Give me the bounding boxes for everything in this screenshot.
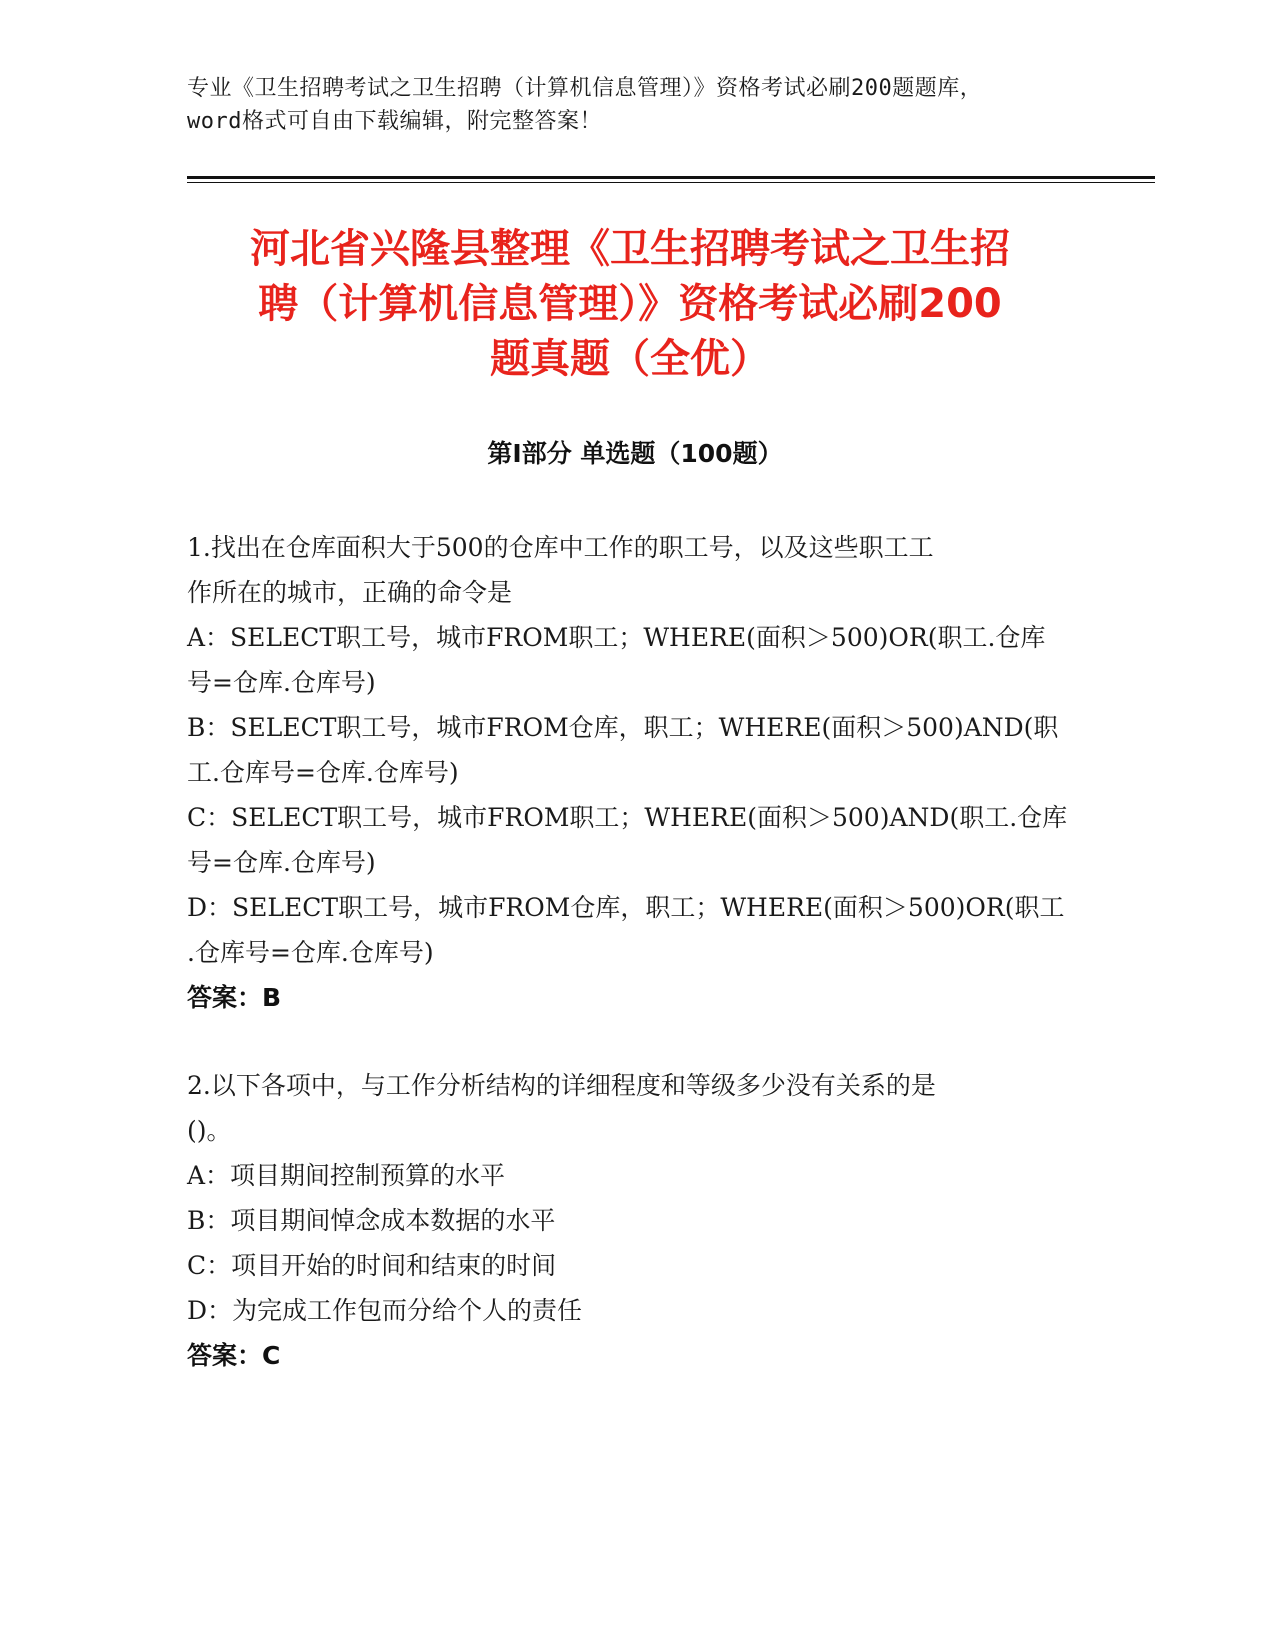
question-1-answer: 答案：B [187,983,282,1012]
question-1 [187,525,1087,1020]
question-2-option-d: D：为完成工作包而分给个人的责任 [187,1296,583,1325]
question-2-answer: 答案：C [187,1341,281,1370]
document-title [180,222,1080,387]
question-1-option-d-line-1: D：SELECT职工号，城市FROM仓库，职工；WHERE(面积＞500)OR(职工 [187,893,1065,922]
section-heading: 第I部分 单选题（100题） [487,439,783,468]
question-2 [187,1063,1087,1378]
question-2-option-a: A：项目期间控制预算的水平 [187,1161,506,1190]
question-1-option-d-line-2: .仓库号=仓库.仓库号) [187,938,434,967]
title-line-2: 聘（计算机信息管理）》资格考试必刷200 [258,281,1002,327]
question-1-option-a-line-2: 号=仓库.仓库号) [187,668,376,697]
question-1-stem-line-2: 作所在的城市，正确的命令是 [187,578,513,607]
question-1-option-b-line-1: B：SELECT职工号，城市FROM仓库，职工；WHERE(面积＞500)AND(职 [187,713,1059,742]
question-1-option-a-line-1: A：SELECT职工号，城市FROM职工；WHERE(面积＞500)OR(职工.仓库 [187,623,1046,652]
question-1-stem-line-1: 1.找出在仓库面积大于500的仓库中工作的职工号，以及这些职工工 [187,533,934,562]
title-line-3: 题真题（全优） [490,336,770,382]
header-line-1: 专业《卫生招聘考试之卫生招聘（计算机信息管理）》资格考试必刷200题题库， [187,76,983,101]
header-divider-thick [187,176,1155,179]
title-line-1: 河北省兴隆县整理《卫生招聘考试之卫生招 [250,226,1010,272]
question-1-option-b-line-2: 工.仓库号=仓库.仓库号) [187,758,459,787]
question-2-option-c: C：项目开始的时间和结束的时间 [187,1251,557,1280]
question-1-option-c-line-2: 号=仓库.仓库号) [187,848,376,877]
question-2-stem-line-2: ()。 [187,1116,232,1145]
header-note [187,72,1087,138]
question-2-stem-line-1: 2.以下各项中，与工作分析结构的详细程度和等级多少没有关系的是 [187,1071,936,1100]
header-line-2: word格式可自由下载编辑，附完整答案！ [187,109,602,134]
question-2-option-b: B：项目期间悼念成本数据的水平 [187,1206,556,1235]
header-divider-thin [187,182,1155,183]
question-1-option-c-line-1: C：SELECT职工号，城市FROM职工；WHERE(面积＞500)AND(职工.仓库 [187,803,1068,832]
